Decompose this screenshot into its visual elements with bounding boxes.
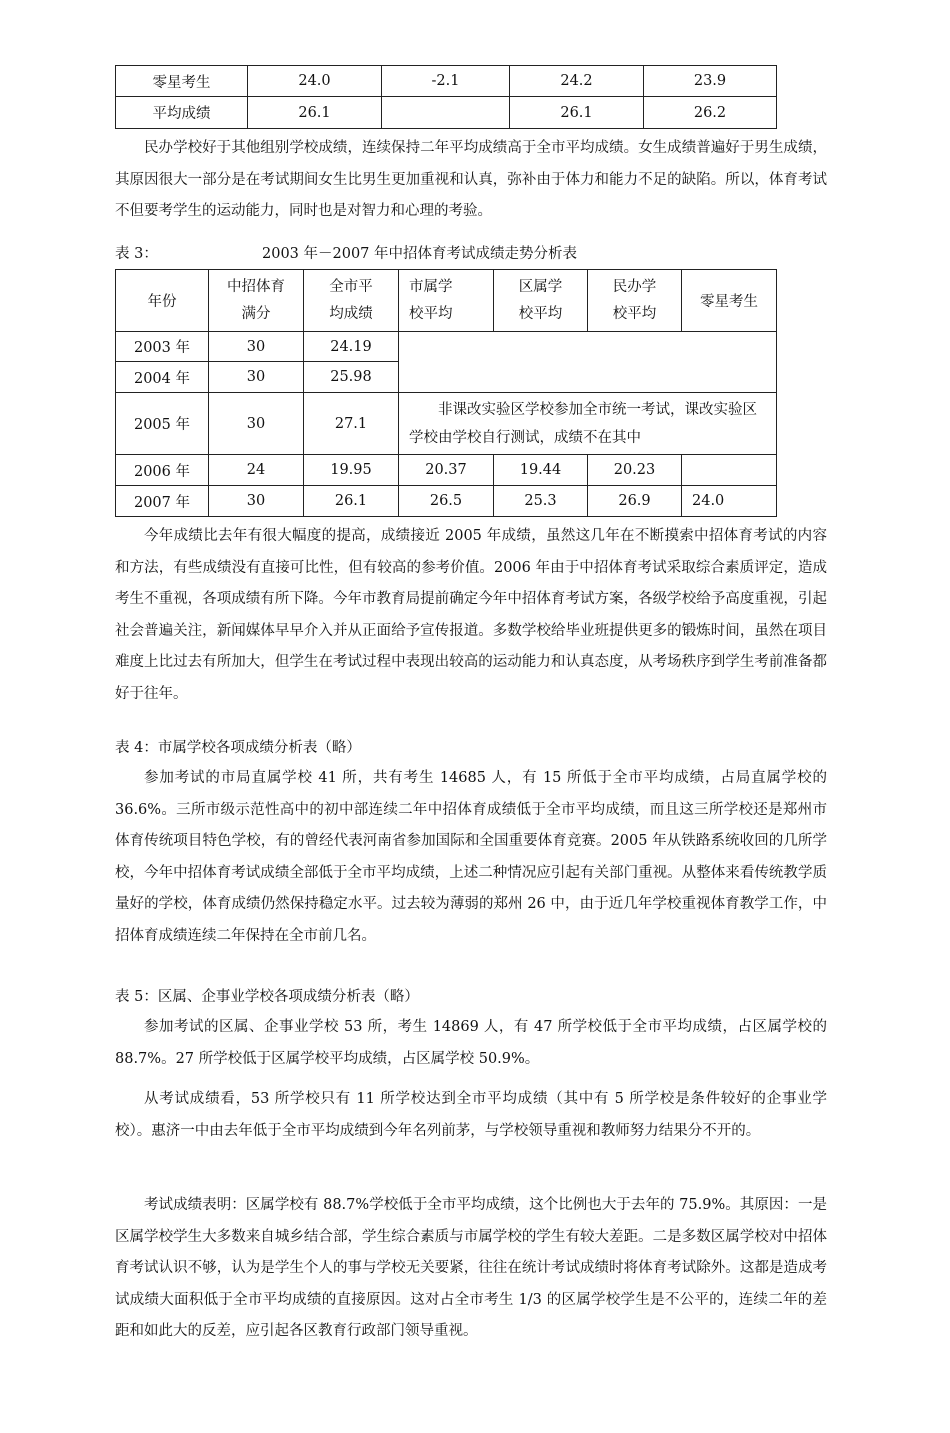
table3 bbox=[115, 269, 777, 517]
table-cell: 26.1 bbox=[510, 97, 644, 129]
header-municipal-average bbox=[399, 270, 494, 332]
cell-district-average: 25.3 bbox=[494, 486, 588, 517]
cell-private-average: 20.23 bbox=[588, 455, 682, 486]
header-district-average-line2: 校平均 bbox=[518, 305, 563, 322]
table-row bbox=[116, 393, 777, 455]
header-municipal-average-line2: 校平均 bbox=[409, 305, 453, 322]
table-header-row bbox=[116, 270, 777, 332]
cell-private-average: 26.9 bbox=[588, 486, 682, 517]
table-cell: 24.0 bbox=[248, 66, 382, 97]
cell-municipal-average: 26.5 bbox=[399, 486, 494, 517]
cell-full-score: 30 bbox=[209, 332, 304, 362]
table-row bbox=[116, 66, 777, 97]
cell-full-score: 24 bbox=[209, 455, 304, 486]
header-full-score-line2: 满分 bbox=[241, 305, 271, 322]
header-year: 年份 bbox=[116, 270, 209, 332]
table-top-partial bbox=[115, 65, 777, 129]
cell-full-score: 30 bbox=[209, 393, 304, 455]
table4-caption: 表 4：市属学校各项成绩分析表（略） bbox=[115, 740, 361, 756]
header-city-average bbox=[304, 270, 399, 332]
cell-scattered: 24.0 bbox=[682, 486, 777, 517]
table3-label: 表 3： bbox=[115, 246, 158, 262]
table5-caption: 表 5：区属、企事业学校各项成绩分析表（略） bbox=[115, 989, 419, 1005]
table-cell bbox=[382, 97, 510, 129]
cell-city-average: 19.95 bbox=[304, 455, 399, 486]
paragraph-2: 今年成绩比去年有很大幅度的提高，成绩接近 2005 年成绩，虽然这几年在不断摸索中招体育考试的内容和方法，有些成绩没有直接可比性，但有较高的参考价值。2006 年由于中招体育考试采取综合素质评定，造成考生不重视，各项成绩有所下降。今年市教育局提前确定今年中招体育考试方案，各级学校给予高度重视，引起社会普遍关注，新闻媒体早早介入并从正面给予宣传报道。多数学校给毕业班提供更多的锻炼时间，虽然在项目难度上比过去有所加大，但学生在考试过程中表现出较高的运动能力和认真态度，从考场秩序到学生考前准备都好于往年。 bbox=[115, 528, 827, 702]
cell-district-average: 19.44 bbox=[494, 455, 588, 486]
empty-merged-cell bbox=[399, 332, 777, 393]
cell-city-average: 27.1 bbox=[304, 393, 399, 455]
table-row bbox=[116, 97, 777, 129]
header-district-average bbox=[494, 270, 588, 332]
table-cell: 24.2 bbox=[510, 66, 644, 97]
cell-full-score: 30 bbox=[209, 486, 304, 517]
paragraph-1: 民办学校好于其他组别学校成绩，连续保持二年平均成绩高于全市平均成绩。女生成绩普遍好于男生成绩，其原因很大一部分是在考试期间女生比男生更加重视和认真，弥补由于体力和能力不足的缺陷。所以，体育考试不但要考学生的运动能力，同时也是对智力和心理的考验。 bbox=[115, 140, 827, 219]
header-city-average-line1: 全市平 bbox=[329, 278, 373, 295]
table3-title: 2003 年－2007 年中招体育考试成绩走势分析表 bbox=[262, 246, 578, 262]
paragraph-5: 从考试成绩看，53 所学校只有 11 所学校达到全市平均成绩（其中有 5 所学校是条件较好的企事业学校）。惠济一中由去年低于全市平均成绩到今年名列前茅，与学校领导重视和教师努力结果分不开的。 bbox=[115, 1091, 827, 1139]
cell-year: 2004 年 bbox=[116, 362, 209, 393]
row-label: 平均成绩 bbox=[116, 97, 248, 129]
table-cell: 26.1 bbox=[248, 97, 382, 129]
header-private-average-line1: 民办学 bbox=[612, 278, 657, 295]
paragraph-6: 考试成绩表明：区属学校有 88.7%学校低于全市平均成绩，这个比例也大于去年的 75.9%。其原因：一是区属学校学生大多数来自城乡结合部，学生综合素质与市属学校的学生有较大差距。二是多数区属学校对中招体育考试认识不够，认为是学生个人的事与学校无关要紧，往往在统计考试成绩时将体育考试除外。这都是造成考试成绩大面积低于全市平均成绩的直接原因。这对占全市考生 1/3 的区属学校学生是不公平的，连续二年的差距和如此大的反差，应引起各区教育行政部门领导重视。 bbox=[115, 1197, 827, 1339]
header-city-average-line2: 均成绩 bbox=[329, 305, 373, 322]
paragraph-4: 参加考试的区属、企事业学校 53 所，考生 14869 人，有 47 所学校低于全市平均成绩，占区属学校的 88.7%。27 所学校低于区属学校平均成绩，占区属学校 50.9%。 bbox=[115, 1019, 827, 1067]
cell-city-average: 26.1 bbox=[304, 486, 399, 517]
cell-year: 2005 年 bbox=[116, 393, 209, 455]
table-row bbox=[116, 332, 777, 362]
header-private-average-line2: 校平均 bbox=[612, 305, 657, 322]
header-municipal-average-line1: 市属学 bbox=[409, 278, 453, 295]
header-full-score bbox=[209, 270, 304, 332]
header-full-score-line1: 中招体育 bbox=[227, 278, 285, 295]
cell-note: 非课改实验区学校参加全市统一考试，课改实验区学校由学校自行测试，成绩不在其中 bbox=[399, 393, 777, 455]
paragraph-3: 参加考试的市局直属学校 41 所，共有考生 14685 人，有 15 所低于全市平均成绩，占局直属学校的 36.6%。三所市级示范性高中的初中部连续二年中招体育成绩低于全市平均成绩，而且这三所学校还是郑州市体育传统项目特色学校，有的曾经代表河南省参加国际和全国重要体育竞赛。2005 年从铁路系统收回的几所学校，今年中招体育考试成绩全部低于全市平均成绩，上述二种情况应引起有关部门重视。从整体来看传统教学质量好的学校，体育成绩仍然保持稳定水平。过去较为薄弱的郑州 26 中，由于近几年学校重视体育教学工作，中招体育成绩连续二年保持在全市前几名。 bbox=[115, 770, 827, 944]
cell-year: 2007 年 bbox=[116, 486, 209, 517]
header-scattered: 零星考生 bbox=[682, 270, 777, 332]
cell-city-average: 24.19 bbox=[304, 332, 399, 362]
table-cell: -2.1 bbox=[382, 66, 510, 97]
cell-municipal-average: 20.37 bbox=[399, 455, 494, 486]
table-row bbox=[116, 455, 777, 486]
table-row bbox=[116, 486, 777, 517]
table-cell: 26.2 bbox=[644, 97, 777, 129]
cell-city-average: 25.98 bbox=[304, 362, 399, 393]
header-private-average bbox=[588, 270, 682, 332]
table-cell: 23.9 bbox=[644, 66, 777, 97]
cell-full-score: 30 bbox=[209, 362, 304, 393]
cell-scattered bbox=[682, 455, 777, 486]
cell-year: 2003 年 bbox=[116, 332, 209, 362]
cell-year: 2006 年 bbox=[116, 455, 209, 486]
row-label: 零星考生 bbox=[116, 66, 248, 97]
header-district-average-line1: 区属学 bbox=[518, 278, 563, 295]
